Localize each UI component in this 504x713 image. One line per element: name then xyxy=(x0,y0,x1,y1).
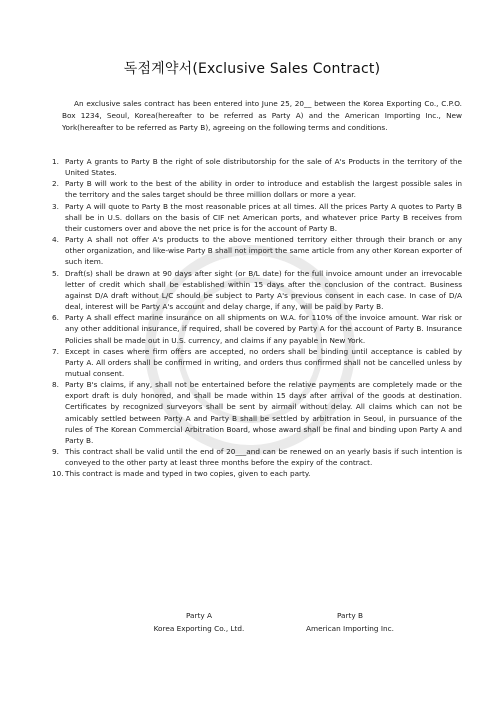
term-number: 10. xyxy=(52,469,64,479)
term-text: Party A shall effect marine insurance on all shipments on W.A. for 110% of the invoice amount. War risk or any other additional insurance, if required, shall be covered by Party A for the account of Party B. Insurance Policies shall be made out in U.S. currency, and claims if any payable in New York. xyxy=(65,313,462,345)
term-item xyxy=(52,178,462,200)
term-item xyxy=(52,312,462,345)
term-text: Party B's claims, if any, shall not be entertained before the relative payments are completely made or the export draft is duly honored, and shall be made within 15 days after arrival of the goods at destination. Certificates by recognized surveyors shall be sent by airmail without delay. All claims which can not be amicably settled between Party A and Party B shall be settled by arbitration in Seoul, in pursuance of the rules of The Korean Commercial Arbitration Board, whose award shall be final and binding upon Party A and Party B. xyxy=(65,380,462,445)
term-item xyxy=(52,446,462,468)
term-number: 9. xyxy=(52,447,59,457)
term-text: Party A will quote to Party B the most reasonable prices at all times. All the prices Party A quotes to Party B shall be in U.S. dollars on the basis of CIF net American ports, and whatever price Party B receives from their customers over and above the net price is for the account of Party B. xyxy=(65,201,462,233)
term-item xyxy=(52,201,462,234)
party-b-label: Party B xyxy=(336,611,364,620)
party-a-name: Korea Exporting Co., Ltd. xyxy=(153,624,245,633)
term-number: 3. xyxy=(52,201,59,211)
term-number: 5. xyxy=(52,268,59,278)
term-text: This contract shall be valid until the end of 20___and can be renewed on an yearly basis if such intention is conveyed to the other party at least three months before the expiry of the contract. xyxy=(65,447,462,468)
term-number: 4. xyxy=(52,235,59,245)
document-title: 독점계약서(Exclusive Sales Contract) xyxy=(123,61,381,77)
term-number: 6. xyxy=(52,313,59,323)
term-text: Party A grants to Party B the right of sole distributorship for the sale of A's Products in the territory of the United States. xyxy=(65,157,462,178)
party-b-name: American Importing Inc. xyxy=(306,624,394,633)
signature-party-b xyxy=(275,609,425,635)
term-item xyxy=(52,234,462,267)
term-number: 8. xyxy=(52,380,59,390)
term-item xyxy=(52,468,462,479)
term-text: Party B will work to the best of the ability in order to introduce and establish the largest possible sales in the territory and the sales target should be three million dollars or more a year. xyxy=(65,179,462,200)
terms-list xyxy=(52,156,462,480)
signature-party-a xyxy=(124,609,274,635)
term-text: Except in cases where firm offers are accepted, no orders shall be binding until acceptance is cabled by Party A. All orders shall be confirmed in writing, and orders thus confirmed shall not be cancelled unless by mutual consent. xyxy=(65,346,462,378)
party-a-label: Party A xyxy=(185,611,213,620)
term-item xyxy=(52,346,462,379)
intro-paragraph: An exclusive sales contract has been entered into June 25, 20__ between the Korea Exporting Co., C.P.O. Box 1234, Seoul, Korea(hereafter to be referred as Party A) and the American Importing Inc., New York(hereafter to be referred as Party B), agreeing on the following terms and conditions. xyxy=(62,99,462,133)
term-text: Party A shall not offer A's products to the above mentioned territory either through their branch or any other organization, and like-wise Party B shall not import the same article from any other Korean exporter of such item. xyxy=(65,235,462,267)
term-item xyxy=(52,379,462,446)
term-text: This contract is made and typed in two copies, given to each party. xyxy=(65,469,311,479)
term-number: 1. xyxy=(52,157,59,166)
term-text: Draft(s) shall be drawn at 90 days after sight (or B/L date) for the full invoice amount under an irrevocable letter of credit which shall be established within 15 days after the conclusion of the contract. Business against D/A draft without L/C should be subject to Party A's previous consent in each case. In case of D/A deal, interest will be Party A's account and delay charge, if any, will be paid by Party B. xyxy=(65,268,462,312)
term-item xyxy=(52,268,462,313)
term-number: 2. xyxy=(52,179,59,189)
term-item xyxy=(52,156,462,178)
term-number: 7. xyxy=(52,346,59,356)
